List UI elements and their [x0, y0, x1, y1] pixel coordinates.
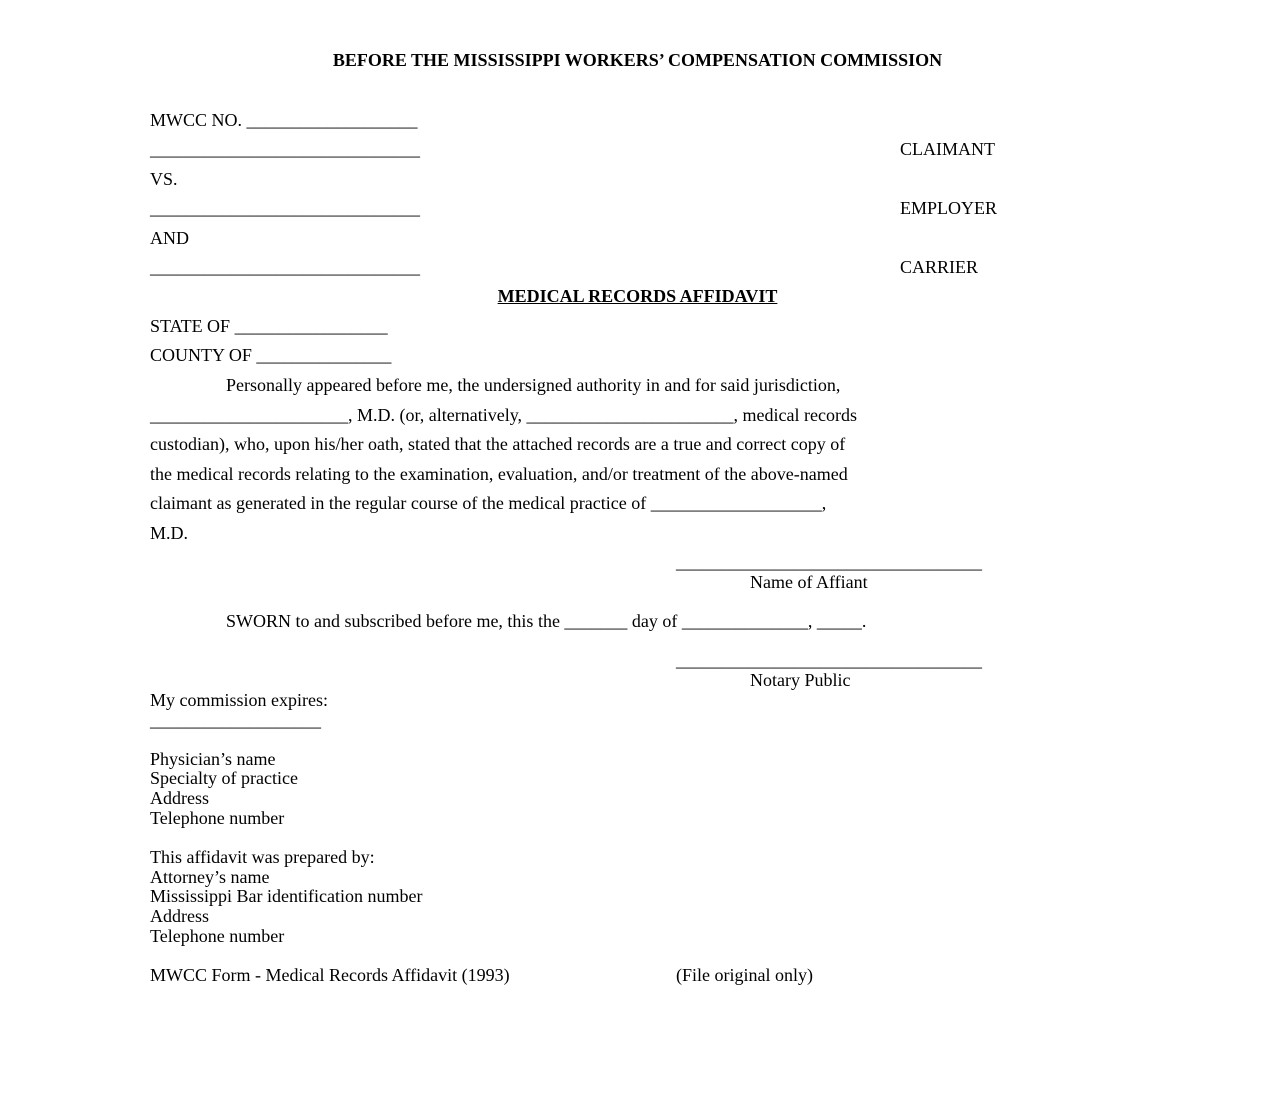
mwcc-number-field: MWCC NO. ___________________ [150, 110, 418, 130]
sworn-statement: SWORN to and subscribed before me, this the _______ day of ______________, _____. [226, 611, 867, 631]
commission-heading: BEFORE THE MISSISSIPPI WORKERS’ COMPENSATION COMMISSION [332, 50, 943, 70]
notary-signature-line: __________________________________ [676, 650, 982, 670]
body-line-6: M.D. [150, 523, 189, 543]
county-of-field: COUNTY OF _______________ [150, 345, 392, 365]
claimant-label: CLAIMANT [900, 139, 995, 159]
physician-name-label: Physician’s name [150, 749, 276, 769]
body-line-1: Personally appeared before me, the undersigned authority in and for said jurisdiction, [226, 375, 841, 395]
affiant-name-label: Name of Affiant [750, 572, 868, 592]
prepared-by-label: This affidavit was prepared by: [150, 847, 375, 867]
commission-expires-blank: ___________________ [150, 710, 321, 730]
attorney-telephone-label: Telephone number [150, 926, 285, 946]
and-label: AND [150, 228, 189, 248]
attorney-address-label: Address [150, 906, 209, 926]
physician-address-label: Address [150, 788, 209, 808]
carrier-label: CARRIER [900, 257, 979, 277]
employer-name-blank: ______________________________ [150, 198, 420, 218]
attorney-name-label: Attorney’s name [150, 867, 270, 887]
body-line-3: custodian), who, upon his/her oath, stated that the attached records are a true and correct copy of [150, 434, 846, 454]
affidavit-title: MEDICAL RECORDS AFFIDAVIT [497, 286, 778, 306]
physician-telephone-label: Telephone number [150, 808, 285, 828]
body-line-4: the medical records relating to the examination, evaluation, and/or treatment of the above-named [150, 464, 848, 484]
commission-expires-label: My commission expires: [150, 690, 328, 710]
claimant-name-blank: ______________________________ [150, 139, 420, 159]
state-of-field: STATE OF _________________ [150, 316, 388, 336]
carrier-name-blank: ______________________________ [150, 257, 420, 277]
physician-specialty-label: Specialty of practice [150, 768, 298, 788]
form-identifier: MWCC Form - Medical Records Affidavit (1993) [150, 965, 510, 985]
vs-label: VS. [150, 169, 178, 189]
file-original-note: (File original only) [676, 965, 813, 985]
body-line-5: claimant as generated in the regular course of the medical practice of ___________________, [150, 493, 827, 513]
affiant-signature-line: __________________________________ [676, 552, 982, 572]
employer-label: EMPLOYER [900, 198, 998, 218]
notary-public-label: Notary Public [750, 670, 851, 690]
body-line-2: ______________________, M.D. (or, alternatively, _______________________, medical records [150, 405, 858, 425]
bar-id-label: Mississippi Bar identification number [150, 886, 423, 906]
